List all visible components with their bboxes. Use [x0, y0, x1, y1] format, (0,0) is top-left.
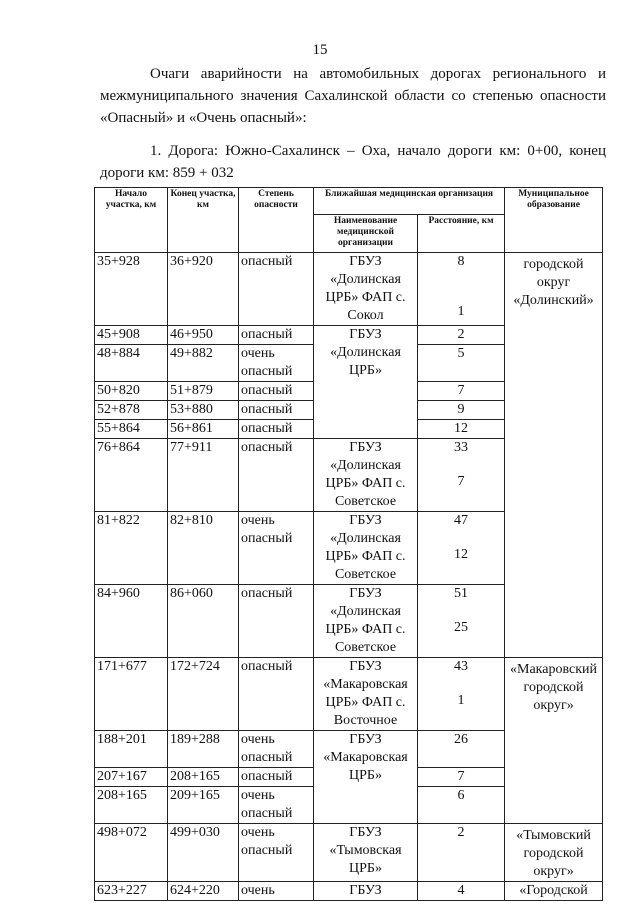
- cell-end: 46+950: [168, 326, 239, 345]
- cell-start: 45+908: [95, 326, 168, 345]
- cell-degree: опасный: [239, 768, 314, 787]
- cell-start: 76+864: [95, 439, 168, 512]
- page-number: 15: [312, 42, 328, 58]
- cell-end: 77+911: [168, 439, 239, 512]
- cell-municipality: «Макаровский городской округ»: [505, 658, 603, 824]
- cell-degree: очень опасный: [239, 345, 314, 382]
- cell-org: ГБУЗ «Макаровская ЦРБ» ФАП с. Восточное: [314, 658, 418, 731]
- distance-value: 12: [454, 547, 468, 562]
- cell-start: 35+928: [95, 253, 168, 326]
- cell-end: 51+879: [168, 382, 239, 401]
- cell-org: ГБУЗ «Долинская ЦРБ» ФАП с. Сокол: [314, 253, 418, 326]
- cell-start: 84+960: [95, 585, 168, 658]
- table-row: [95, 253, 603, 326]
- distance-value: 1: [457, 304, 465, 319]
- cell-degree: опасный: [239, 401, 314, 420]
- cell-start: 188+201: [95, 731, 168, 768]
- distance-value: 33: [454, 440, 468, 455]
- cell-distance: 7: [418, 382, 505, 401]
- cell-end: 56+861: [168, 420, 239, 439]
- cell-end: 172+724: [168, 658, 239, 731]
- cell-degree: очень опасный: [239, 824, 314, 882]
- cell-degree: очень опасный: [239, 731, 314, 768]
- distance-value: 8: [457, 254, 465, 269]
- table-row: [95, 658, 603, 731]
- cell-org: ГБУЗ «Макаровская ЦРБ»: [314, 731, 418, 824]
- cell-org: ГБУЗ: [314, 882, 418, 901]
- cell-start: 81+822: [95, 512, 168, 585]
- cell-end: 624+220: [168, 882, 239, 901]
- distance-value: 47: [454, 513, 468, 528]
- cell-start: 623+227: [95, 882, 168, 901]
- cell-end: 53+880: [168, 401, 239, 420]
- header-medical-org: Ближайшая медицинская организация: [314, 188, 505, 215]
- cell-degree: очень опасный: [239, 787, 314, 824]
- cell-degree: очень опасный: [239, 512, 314, 585]
- cell-start: 55+864: [95, 420, 168, 439]
- cell-start: 52+878: [95, 401, 168, 420]
- distance-value: 1: [457, 693, 465, 708]
- intro-paragraph: Очаги аварийности на автомобильных дорогах регионального и межмуниципального значения Сахалинской области со степенью опасности «Опасный» и «Очень опасный»:: [100, 66, 606, 126]
- cell-degree: опасный: [239, 439, 314, 512]
- cell-end: 82+810: [168, 512, 239, 585]
- table-row: [95, 824, 603, 882]
- cell-distance: [418, 439, 505, 512]
- distance-value: 43: [454, 659, 468, 674]
- cell-start: 48+884: [95, 345, 168, 382]
- cell-org: ГБУЗ «Тымовская ЦРБ»: [314, 824, 418, 882]
- cell-degree: опасный: [239, 326, 314, 345]
- distance-value: 25: [454, 620, 468, 635]
- road-paragraph: 1. Дорога: Южно-Сахалинск – Оха, начало дороги км: 0+00, конец дороги км: 859 + 032: [100, 143, 606, 181]
- cell-start: 50+820: [95, 382, 168, 401]
- cell-degree: очень: [239, 882, 314, 901]
- header-degree: Степень опасности: [239, 188, 314, 253]
- header-municipality: Муниципальное образование: [505, 188, 603, 253]
- cell-end: 209+165: [168, 787, 239, 824]
- cell-distance: [418, 512, 505, 585]
- hazard-table: [94, 187, 603, 901]
- header-end: Конец участка, км: [168, 188, 239, 253]
- cell-end: 36+920: [168, 253, 239, 326]
- cell-distance: 2: [418, 824, 505, 882]
- distance-value: 7: [457, 474, 465, 489]
- cell-distance: [418, 253, 505, 326]
- cell-end: 86+060: [168, 585, 239, 658]
- cell-municipality: «Городской: [505, 882, 603, 901]
- cell-end: 189+288: [168, 731, 239, 768]
- cell-municipality: «Тымовский городской округ»: [505, 824, 603, 882]
- header-start: Начало участка, км: [95, 188, 168, 253]
- cell-distance: 9: [418, 401, 505, 420]
- cell-degree: опасный: [239, 253, 314, 326]
- cell-org: ГБУЗ «Долинская ЦРБ»: [314, 326, 418, 439]
- cell-distance: 5: [418, 345, 505, 382]
- cell-degree: опасный: [239, 585, 314, 658]
- cell-distance: 6: [418, 787, 505, 824]
- cell-end: 49+882: [168, 345, 239, 382]
- cell-degree: опасный: [239, 382, 314, 401]
- cell-start: 207+167: [95, 768, 168, 787]
- cell-distance: 7: [418, 768, 505, 787]
- cell-start: 498+072: [95, 824, 168, 882]
- cell-org: ГБУЗ «Долинская ЦРБ» ФАП с. Советское: [314, 439, 418, 512]
- cell-distance: 12: [418, 420, 505, 439]
- cell-municipality: городской округ «Долинский»: [505, 253, 603, 658]
- header-org-name: Наименование медицинской организации: [314, 215, 418, 253]
- cell-distance: 2: [418, 326, 505, 345]
- cell-degree: опасный: [239, 420, 314, 439]
- cell-distance: [418, 585, 505, 658]
- cell-org: ГБУЗ «Долинская ЦРБ» ФАП с. Советское: [314, 512, 418, 585]
- cell-start: 171+677: [95, 658, 168, 731]
- cell-end: 499+030: [168, 824, 239, 882]
- distance-value: 51: [454, 586, 468, 601]
- cell-degree: опасный: [239, 658, 314, 731]
- cell-org: ГБУЗ «Долинская ЦРБ» ФАП с. Советское: [314, 585, 418, 658]
- cell-distance: 4: [418, 882, 505, 901]
- header-distance: Расстояние, км: [418, 215, 505, 253]
- cell-end: 208+165: [168, 768, 239, 787]
- cell-distance: [418, 658, 505, 731]
- table-row: [95, 882, 603, 901]
- cell-distance: 26: [418, 731, 505, 768]
- cell-start: 208+165: [95, 787, 168, 824]
